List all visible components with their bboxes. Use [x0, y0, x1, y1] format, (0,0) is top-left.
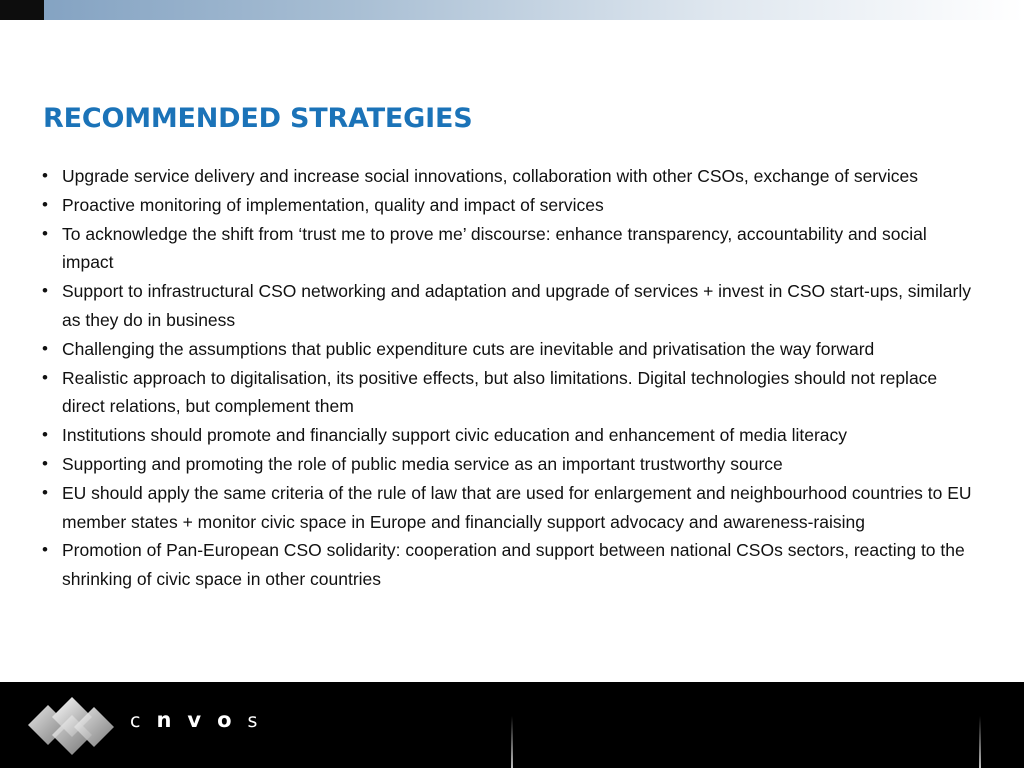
strategy-list [42, 162, 982, 594]
list-item-text: Challenging the assumptions that public expenditure cuts are inevitable and privatisation the way forward [62, 338, 875, 359]
footer-bar [0, 682, 1024, 768]
bullet-dot: • [42, 367, 48, 387]
list-item [42, 277, 982, 335]
list-item [42, 479, 982, 537]
bullet-dot: • [42, 281, 48, 301]
list-item-text: Promotion of Pan-European CSO solidarity: cooperation and support between national CSOs sectors, reacting to the shrinking of civic space in other countries [62, 540, 965, 590]
bullet-dot: • [42, 166, 48, 185]
list-item [42, 536, 982, 594]
footer-divider [979, 716, 981, 768]
list-item [42, 335, 982, 364]
bullet-dot: • [42, 194, 48, 214]
footer-divider [511, 716, 513, 768]
list-item-text: Upgrade service delivery and increase social innovations, collaboration with other CSOs, exchange of services [62, 166, 918, 186]
list-item-text: Realistic approach to digitalisation, its positive effects, but also limitations. Digital technologies should not replace direct relations, but complement them [62, 367, 938, 417]
list-item [42, 421, 982, 450]
list-item-text: Support to infrastructural CSO networking and adaptation and upgrade of services + invest in CSO start-ups, similarly as they do in business [62, 281, 971, 330]
diamond-cluster-icon [26, 697, 116, 759]
bullet-dot: • [42, 338, 48, 358]
logo-letter: n [156, 708, 172, 732]
logo-letter: s [247, 710, 258, 732]
bullet-dot: • [42, 482, 48, 502]
list-item [42, 220, 982, 278]
logo-letter: v [187, 708, 202, 732]
logo-wordmark [130, 708, 273, 732]
list-item-text: Supporting and promoting the role of public media service as an important trustworthy source [62, 453, 783, 474]
list-item [42, 450, 982, 479]
bullet-dot: • [42, 425, 48, 445]
logo-letter: o [217, 708, 232, 732]
logo-letter: c [130, 710, 141, 732]
list-item-text: Institutions should promote and financially support civic education and enhancement of media literacy [62, 425, 848, 446]
bullet-dot: • [42, 540, 48, 560]
list-item [42, 191, 982, 220]
bullet-dot: • [42, 223, 48, 243]
list-item-text: Proactive monitoring of implementation, quality and impact of services [62, 194, 604, 215]
list-item-text: To acknowledge the shift from ‘trust me to prove me’ discourse: enhance transparency, accountability and social impact [62, 223, 927, 273]
list-item [42, 162, 982, 191]
list-item-text: EU should apply the same criteria of the rule of law that are used for enlargement and neighbourhood countries to EU member states + monitor civic space in Europe and financially support advocacy and awareness-raising [62, 482, 972, 532]
slide-title: RECOMMENDED STRATEGIES [43, 103, 473, 134]
bullet-dot: • [42, 453, 48, 473]
top-gradient-band [0, 0, 1024, 20]
list-item [42, 364, 982, 422]
top-black-block [0, 0, 44, 20]
